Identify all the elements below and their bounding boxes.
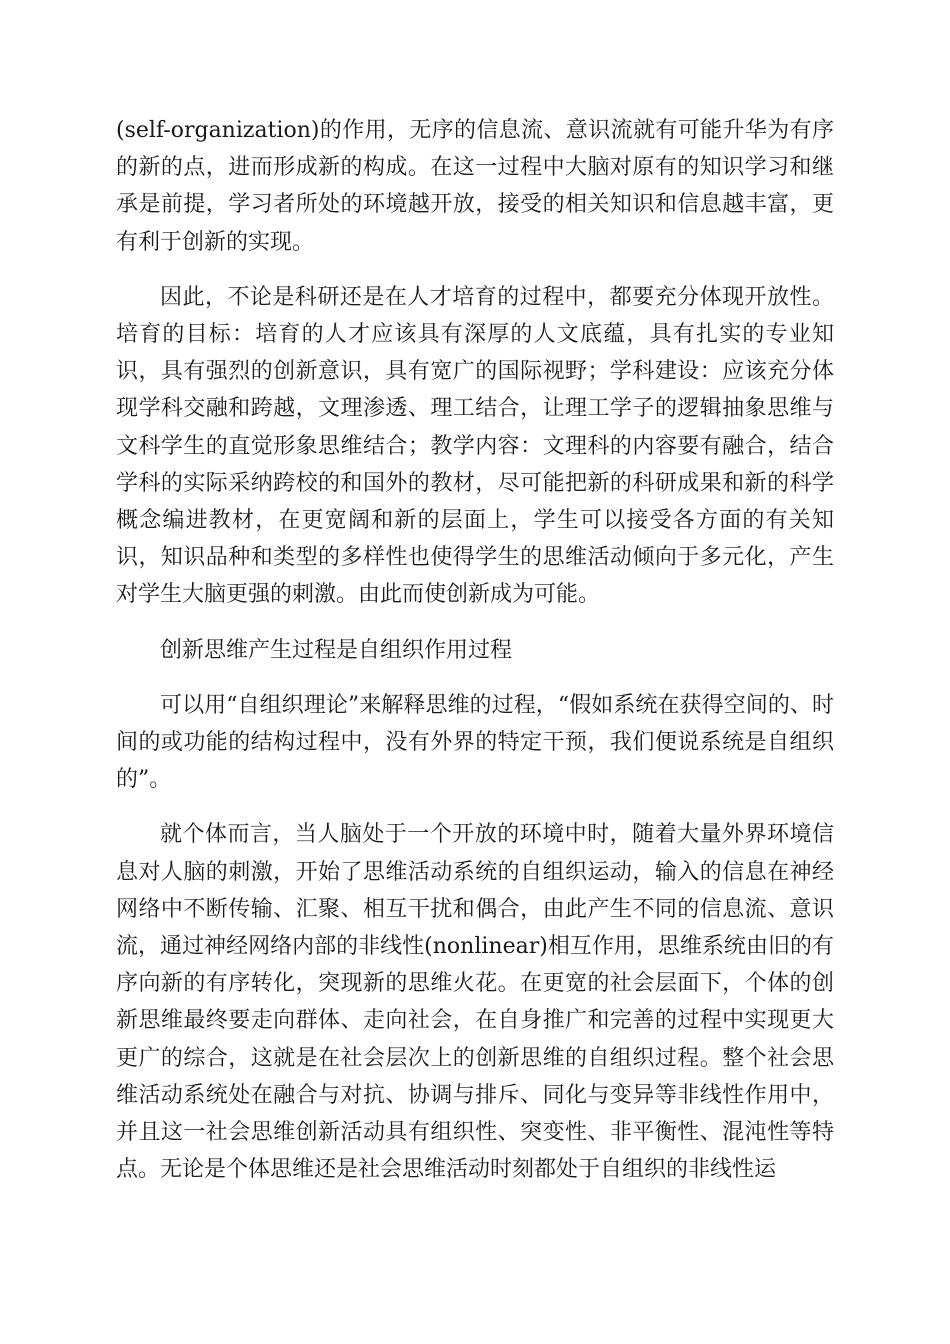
paragraph-self-organization-theory: 可以用“自组织理论”来解释思维的过程，“假如系统在获得空间的、时间的或功能的结构过程中，没有外界的特定干预，我们便说系统是自组织的”。 <box>116 692 834 793</box>
document-body <box>116 112 834 1188</box>
paragraph-continuation: (self-organization)的作用，无序的信息流、意识流就有可能升华为有序的新的点，进而形成新的构成。在这一过程中大脑对原有的知识学习和继承是前提，学习者所处的环境越开放，接受的相关知识和信息越丰富，更有利于创新的实现。 <box>116 118 834 255</box>
paragraph-individual-thinking: 就个体而言，当人脑处于一个开放的环境中时，随着大量外界环境信息对人脑的刺激，开始了思维活动系统的自组织运动，输入的信息在神经网络中不断传输、汇聚、相互干扰和偶合，由此产生不同的信息流、意识流，通过神经网络内部的非线性(nonlinear)相互作用，思维系统由旧的有序向新的有序转化，突现新的思维火花。在更宽的社会层面下，个体的创新思维最终要走向群体、走向社会，在自身推广和完善的过程中实现更大更广的综合，这就是在社会层次上的创新思维的自组织过程。整个社会思维活动系统处在融合与对抗、协调与排斥、同化与变异等非线性作用中，并且这一社会思维创新活动具有组织性、突变性、非平衡性、混沌性等特点。无论是个体思维还是社会思维活动时刻都处于自组织的非线性运 <box>116 822 834 1183</box>
paragraph-openness: 因此，不论是科研还是在人才培育的过程中，都要充分体现开放性。培育的目标：培育的人才应该具有深厚的人文底蕴，具有扎实的专业知识，具有强烈的创新意识，具有宽广的国际视野；学科建设：应该充分体现学科交融和跨越，文理渗透、理工结合，让理工学子的逻辑抽象思维与文科学生的直觉形象思维结合；教学内容：文理科的内容要有融合，结合学科的实际采纳跨校的和国外的教材，尽可能把新的科研成果和新的科学概念编进教材，在更宽阔和新的层面上，学生可以接受各方面的有关知识，知识品种和类型的多样性也使得学生的思维活动倾向于多元化，产生对学生大脑更强的刺激。由此而使创新成为可能。 <box>116 284 834 608</box>
section-heading: 创新思维产生过程是自组织作用过程 <box>160 637 513 663</box>
